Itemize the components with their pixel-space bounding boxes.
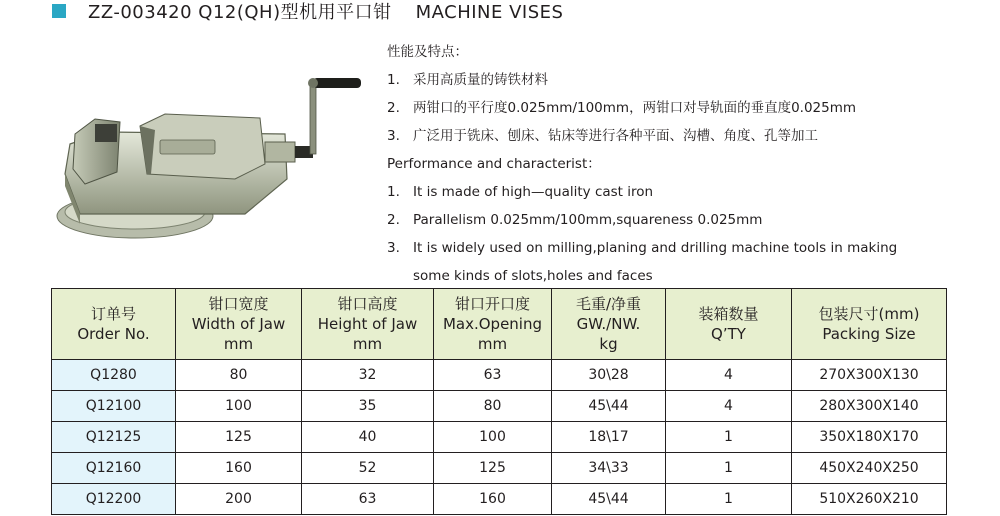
order-no-cell: Q12125 [52, 422, 176, 453]
feature-cn-item: 1. 采用高质量的铸铁材料 [387, 72, 548, 88]
feature-en-item: 3. It is widely used on milling,planing and drilling machine tools in making [387, 240, 898, 256]
page-title [88, 0, 563, 24]
table-cell: 125 [176, 422, 302, 453]
table-row [52, 484, 947, 515]
title-bar [52, 0, 563, 22]
table-cell: 4 [666, 391, 792, 422]
title-english: MACHINE VISES [415, 2, 564, 23]
order-no-cell: Q12100 [52, 391, 176, 422]
table-cell: 270X300X130 [792, 360, 947, 391]
order-no-cell: Q1280 [52, 360, 176, 391]
table-cell: 45\44 [552, 391, 666, 422]
feature-en-item: 1. It is made of high—quality cast iron [387, 184, 654, 200]
header-weight: 毛重/净重 GW./NW. kg [552, 289, 666, 360]
feature-cn-item: 3. 广泛用于铣床、刨床、钻床等进行各种平面、沟槽、角度、孔等加工 [387, 128, 818, 144]
title-code: ZZ-003420 Q12(QH)型机用平口钳 [88, 2, 392, 23]
table-cell: 510X260X210 [792, 484, 947, 515]
feature-cn-item: 2. 两钳口的平行度0.025mm/100mm，两钳口对导轨面的垂直度0.025mm [387, 100, 857, 116]
header-height-of-jaw: 钳口高度 Height of Jaw mm [302, 289, 434, 360]
table-cell: 32 [302, 360, 434, 391]
table-cell: 35 [302, 391, 434, 422]
order-no-cell: Q12160 [52, 453, 176, 484]
header-order-no: 订单号 Order No. [52, 289, 176, 360]
header-width-of-jaw: 钳口宽度 Width of Jaw mm [176, 289, 302, 360]
table-cell: 18\17 [552, 422, 666, 453]
table-cell: 1 [666, 422, 792, 453]
table-row [52, 453, 947, 484]
table-cell: 1 [666, 484, 792, 515]
title-square-icon [52, 4, 66, 18]
header-packing-size: 包装尺寸(mm) Packing Size [792, 289, 947, 360]
features-cn-heading: 性能及特点： [387, 44, 468, 60]
table-row [52, 422, 947, 453]
table-cell: 450X240X250 [792, 453, 947, 484]
spec-table [51, 288, 947, 515]
table-cell: 200 [176, 484, 302, 515]
table-row [52, 360, 947, 391]
table-row [52, 391, 947, 422]
features-section [387, 38, 987, 290]
table-cell: 80 [434, 391, 552, 422]
order-no-cell: Q12200 [52, 484, 176, 515]
table-cell: 40 [302, 422, 434, 453]
table-header-row [52, 289, 947, 360]
table-cell: 1 [666, 453, 792, 484]
table-cell: 4 [666, 360, 792, 391]
table-cell: 45\44 [552, 484, 666, 515]
table-cell: 100 [176, 391, 302, 422]
table-cell: 63 [302, 484, 434, 515]
table-cell: 280X300X140 [792, 391, 947, 422]
table-cell: 30\28 [552, 360, 666, 391]
header-max-opening: 钳口开口度 Max.Opening mm [434, 289, 552, 360]
header-quantity: 装箱数量 Q’TY [666, 289, 792, 360]
table-cell: 80 [176, 360, 302, 391]
table-cell: 63 [434, 360, 552, 391]
table-cell: 100 [434, 422, 552, 453]
table-cell: 160 [176, 453, 302, 484]
feature-en-item: 2. Parallelism 0.025mm/100mm,squareness 0.025mm [387, 212, 763, 228]
features-en-heading: Performance and characterist： [387, 156, 601, 172]
table-cell: 125 [434, 453, 552, 484]
machine-vise-image [55, 74, 365, 254]
table-cell: 160 [434, 484, 552, 515]
table-cell: 34\33 [552, 453, 666, 484]
table-cell: 350X180X170 [792, 422, 947, 453]
feature-en-item-continuation: some kinds of slots,holes and faces [413, 268, 653, 284]
table-cell: 52 [302, 453, 434, 484]
